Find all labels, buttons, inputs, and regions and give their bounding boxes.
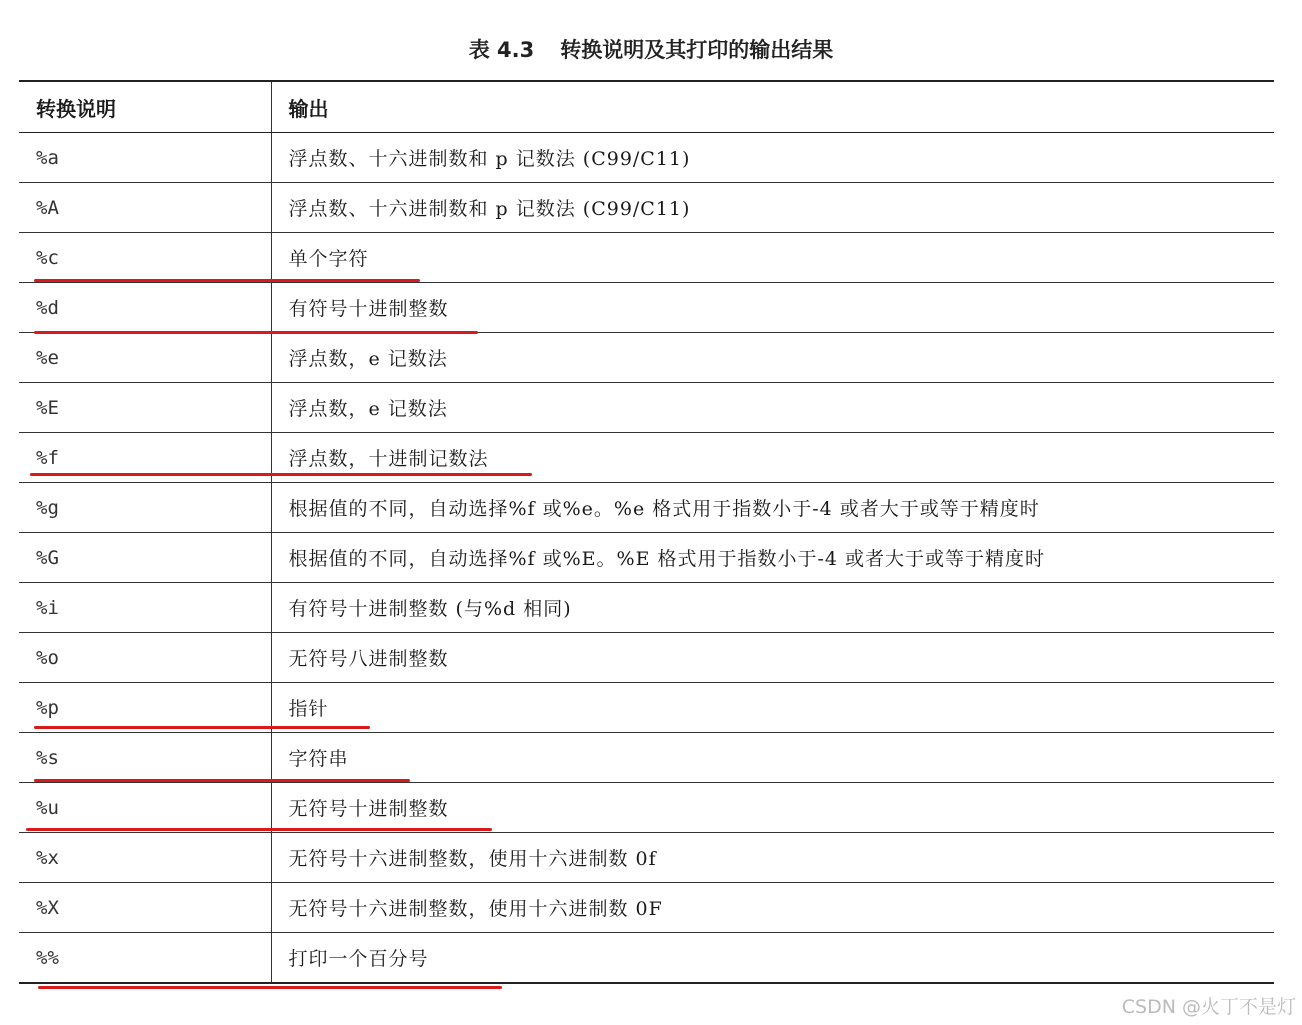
table-header-row — [19, 81, 1274, 133]
table-row — [19, 183, 1274, 233]
spec-cell: %e — [19, 333, 271, 383]
table-row — [19, 483, 1274, 533]
spec-cell: %p — [19, 683, 271, 733]
table-number: 表 4.3 — [468, 38, 535, 62]
spec-cell: %i — [19, 583, 271, 633]
output-cell: 有符号十进制整数 — [271, 283, 1274, 333]
header-output: 输出 — [271, 81, 1274, 133]
output-cell: 浮点数，十进制记数法 — [271, 433, 1274, 483]
table-row — [19, 783, 1274, 833]
spec-cell: %a — [19, 133, 271, 183]
table-row — [19, 133, 1274, 183]
conversion-table — [19, 80, 1274, 984]
table-row — [19, 733, 1274, 783]
spec-cell: %c — [19, 233, 271, 283]
output-cell: 打印一个百分号 — [271, 933, 1274, 984]
output-cell: 字符串 — [271, 733, 1274, 783]
output-cell: 无符号十六进制整数，使用十六进制数 0F — [271, 883, 1274, 933]
output-cell: 指针 — [271, 683, 1274, 733]
red-underline-annotation — [30, 473, 532, 476]
spec-cell: %g — [19, 483, 271, 533]
spec-cell: %f — [19, 433, 271, 483]
table-row — [19, 583, 1274, 633]
header-spec: 转换说明 — [19, 81, 271, 133]
red-underline-annotation — [34, 779, 410, 782]
spec-cell: %E — [19, 383, 271, 433]
red-underline-annotation — [34, 331, 478, 334]
output-cell: 浮点数，e 记数法 — [271, 333, 1274, 383]
spec-cell: %X — [19, 883, 271, 933]
output-cell: 有符号十进制整数 (与%d 相同) — [271, 583, 1274, 633]
spec-cell: %x — [19, 833, 271, 883]
table-row — [19, 333, 1274, 383]
table-row — [19, 233, 1274, 283]
red-underline-annotation — [34, 726, 370, 729]
spec-cell: %o — [19, 633, 271, 683]
output-cell: 无符号十进制整数 — [271, 783, 1274, 833]
output-cell: 根据值的不同，自动选择%f 或%E。%E 格式用于指数小于-4 或者大于或等于精度时 — [271, 533, 1274, 583]
red-underline-annotation — [38, 986, 502, 989]
red-underline-annotation — [34, 279, 420, 282]
table-caption — [0, 34, 1302, 64]
table-row — [19, 633, 1274, 683]
spec-cell: %d — [19, 283, 271, 333]
spec-cell: %s — [19, 733, 271, 783]
output-cell: 浮点数、十六进制数和 p 记数法 (C99/C11) — [271, 133, 1274, 183]
output-cell: 浮点数，e 记数法 — [271, 383, 1274, 433]
table-row — [19, 533, 1274, 583]
spec-cell: %G — [19, 533, 271, 583]
table-row — [19, 383, 1274, 433]
output-cell: 单个字符 — [271, 233, 1274, 283]
spec-cell: %u — [19, 783, 271, 833]
spec-cell: %A — [19, 183, 271, 233]
output-cell: 浮点数、十六进制数和 p 记数法 (C99/C11) — [271, 183, 1274, 233]
red-underline-annotation — [26, 828, 492, 831]
table-row — [19, 933, 1274, 984]
watermark: CSDN @火丁不是灯 — [1121, 996, 1296, 1018]
table-row — [19, 683, 1274, 733]
table-row — [19, 283, 1274, 333]
table-row — [19, 833, 1274, 883]
spec-cell: %% — [19, 933, 271, 984]
output-cell: 无符号十六进制整数，使用十六进制数 0f — [271, 833, 1274, 883]
output-cell: 根据值的不同，自动选择%f 或%e。%e 格式用于指数小于-4 或者大于或等于精度时 — [271, 483, 1274, 533]
table-title: 转换说明及其打印的输出结果 — [560, 38, 834, 62]
table-row — [19, 883, 1274, 933]
output-cell: 无符号八进制整数 — [271, 633, 1274, 683]
